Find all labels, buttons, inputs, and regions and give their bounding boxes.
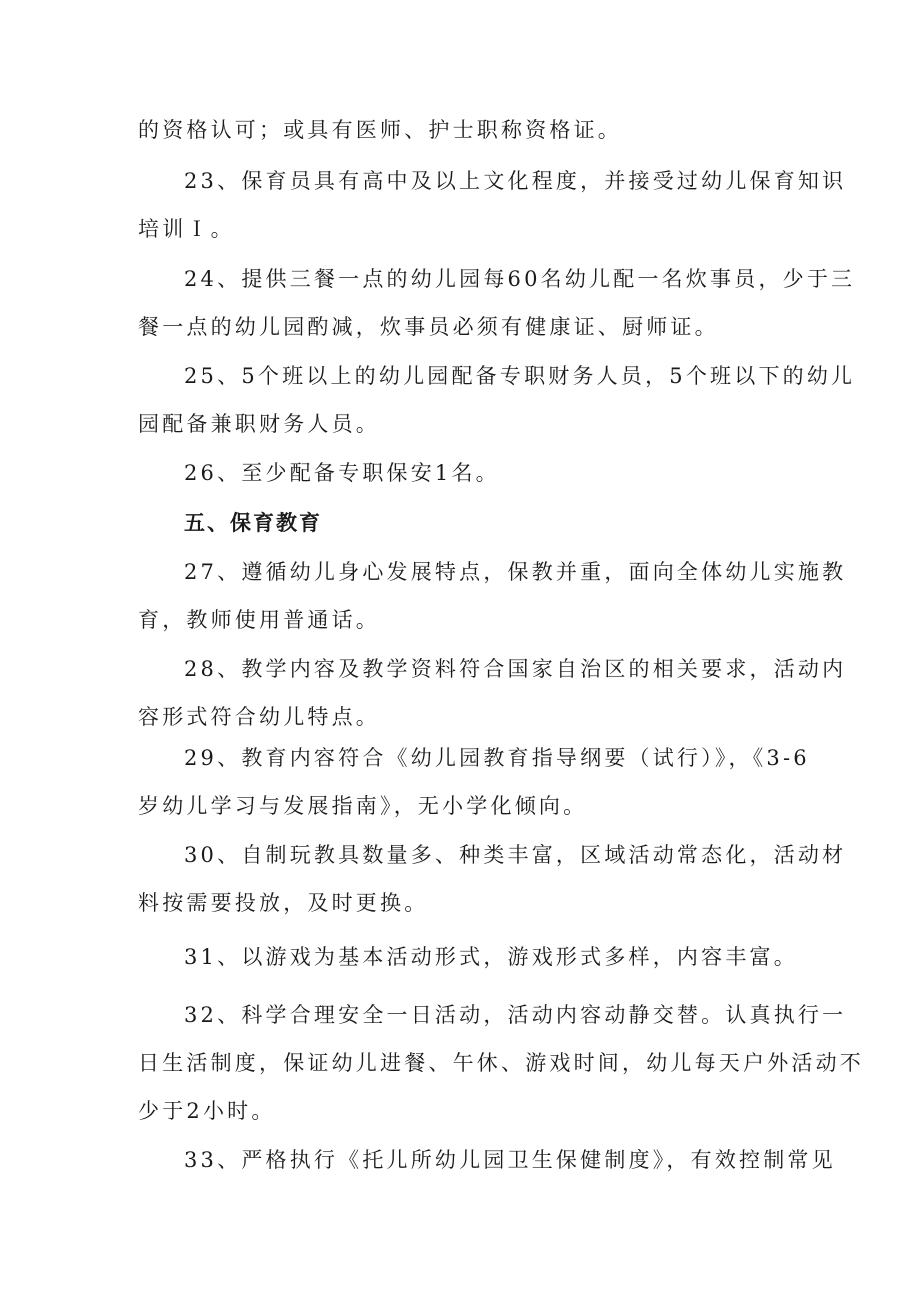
- item-25-line-1: 25、5个班以上的幼儿园配备专职财务人员，5个班以下的幼儿: [184, 364, 856, 388]
- item-29-line-2: 岁幼儿学习与发展指南》，无小学化倾向。: [138, 794, 588, 818]
- text-line-continuation: 的资格认可；或具有医师、护士职称资格证。: [138, 118, 622, 142]
- item-32-line-1: 32、科学合理安全一日活动，活动内容动静交替。认真执行一: [184, 1003, 847, 1027]
- item-29-line-1: 29、教育内容符合《幼儿园教育指导纲要（试行）》，《3-6: [184, 746, 810, 770]
- section-heading: 五、保育教育: [184, 511, 322, 535]
- item-30-line-1: 30、自制玩教具数量多、种类丰富，区域活动常态化，活动材: [184, 843, 847, 867]
- item-32-line-3: 少于2小时。: [138, 1099, 276, 1123]
- item-23-line-1: 23、保育员具有高中及以上文化程度，并接受过幼儿保育知识: [184, 169, 847, 193]
- item-32-line-2: 日生活制度，保证幼儿进餐、午休、游戏时间，幼儿每天户外活动不: [138, 1051, 864, 1075]
- item-28-line-1: 28、教学内容及教学资料符合国家自治区的相关要求，活动内: [184, 657, 847, 681]
- item-27-line-2: 育，教师使用普通话。: [138, 608, 380, 632]
- item-28-line-2: 容形式符合幼儿特点。: [138, 705, 380, 729]
- item-24-line-1: 24、提供三餐一点的幼儿园每60名幼儿配一名炊事员，少于三: [184, 267, 856, 291]
- item-30-line-2: 料按需要投放，及时更换。: [138, 891, 429, 915]
- item-26-line-1: 26、至少配备专职保安1名。: [184, 461, 500, 485]
- item-33-line-1: 33、严格执行《托儿所幼儿园卫生保健制度》，有效控制常见: [184, 1148, 836, 1172]
- item-27-line-1: 27、遵循幼儿身心发展特点，保教并重，面向全体幼儿实施教: [184, 560, 847, 584]
- item-25-line-2: 园配备兼职财务人员。: [138, 412, 380, 436]
- item-23-line-2: 培训Ｉ。: [138, 217, 235, 241]
- item-31-line-1: 31、以游戏为基本活动形式，游戏形式多样，内容丰富。: [184, 945, 798, 969]
- item-24-line-2: 餐一点的幼儿园酌减，炊事员必须有健康证、厨师证。: [138, 315, 719, 339]
